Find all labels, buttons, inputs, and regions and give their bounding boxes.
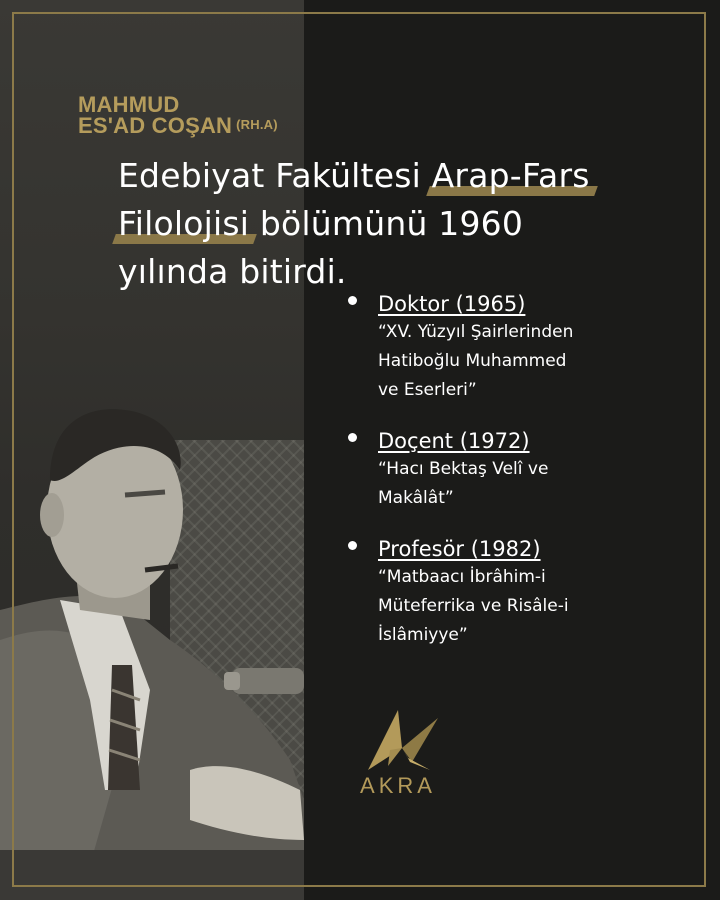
bullet-icon bbox=[348, 541, 357, 550]
degree-title: Doçent (1972) bbox=[378, 429, 530, 453]
bullet-icon bbox=[348, 296, 357, 305]
headline-line2-b: bölümünü 1960 bbox=[249, 204, 524, 243]
degree-desc-line: ve Eserleri” bbox=[378, 380, 477, 400]
degree-desc-line: Müteferrika ve Risâle-i bbox=[378, 596, 569, 616]
author-suffix: (RH.A) bbox=[236, 117, 278, 132]
degree-desc-line: Hatiboğlu Muhammed bbox=[378, 351, 567, 371]
headline bbox=[118, 152, 590, 296]
degree-item bbox=[348, 535, 648, 650]
degree-item bbox=[348, 427, 648, 513]
degree-desc-line: Makâlât” bbox=[378, 488, 454, 508]
author-name-line2: ES'AD COŞAN bbox=[78, 113, 233, 138]
author-name bbox=[78, 94, 278, 136]
degree-list bbox=[348, 290, 648, 672]
degree-title: Doktor (1965) bbox=[378, 292, 526, 316]
headline-line1-a: Edebiyat Fakültesi bbox=[118, 156, 432, 195]
degree-desc-line: İslâmiyye” bbox=[378, 625, 468, 645]
headline-highlight-arap-fars: Arap-Fars bbox=[431, 156, 590, 195]
headline-line3: yılında bitirdi. bbox=[118, 252, 347, 291]
degree-desc-line: “XV. Yüzyıl Şairlerinden bbox=[378, 322, 574, 342]
degree-item bbox=[348, 290, 648, 405]
degree-desc-line: “Hacı Bektaş Velî ve bbox=[378, 459, 549, 479]
headline-highlight-filolojisi: Filolojisi bbox=[118, 204, 250, 243]
degree-desc-line: “Matbaacı İbrâhim-i bbox=[378, 567, 546, 587]
degree-title: Profesör (1982) bbox=[378, 537, 541, 561]
author-name-line1: MAHMUD bbox=[78, 92, 180, 117]
akra-logo-text: AKRA bbox=[360, 773, 436, 798]
bullet-icon bbox=[348, 433, 357, 442]
